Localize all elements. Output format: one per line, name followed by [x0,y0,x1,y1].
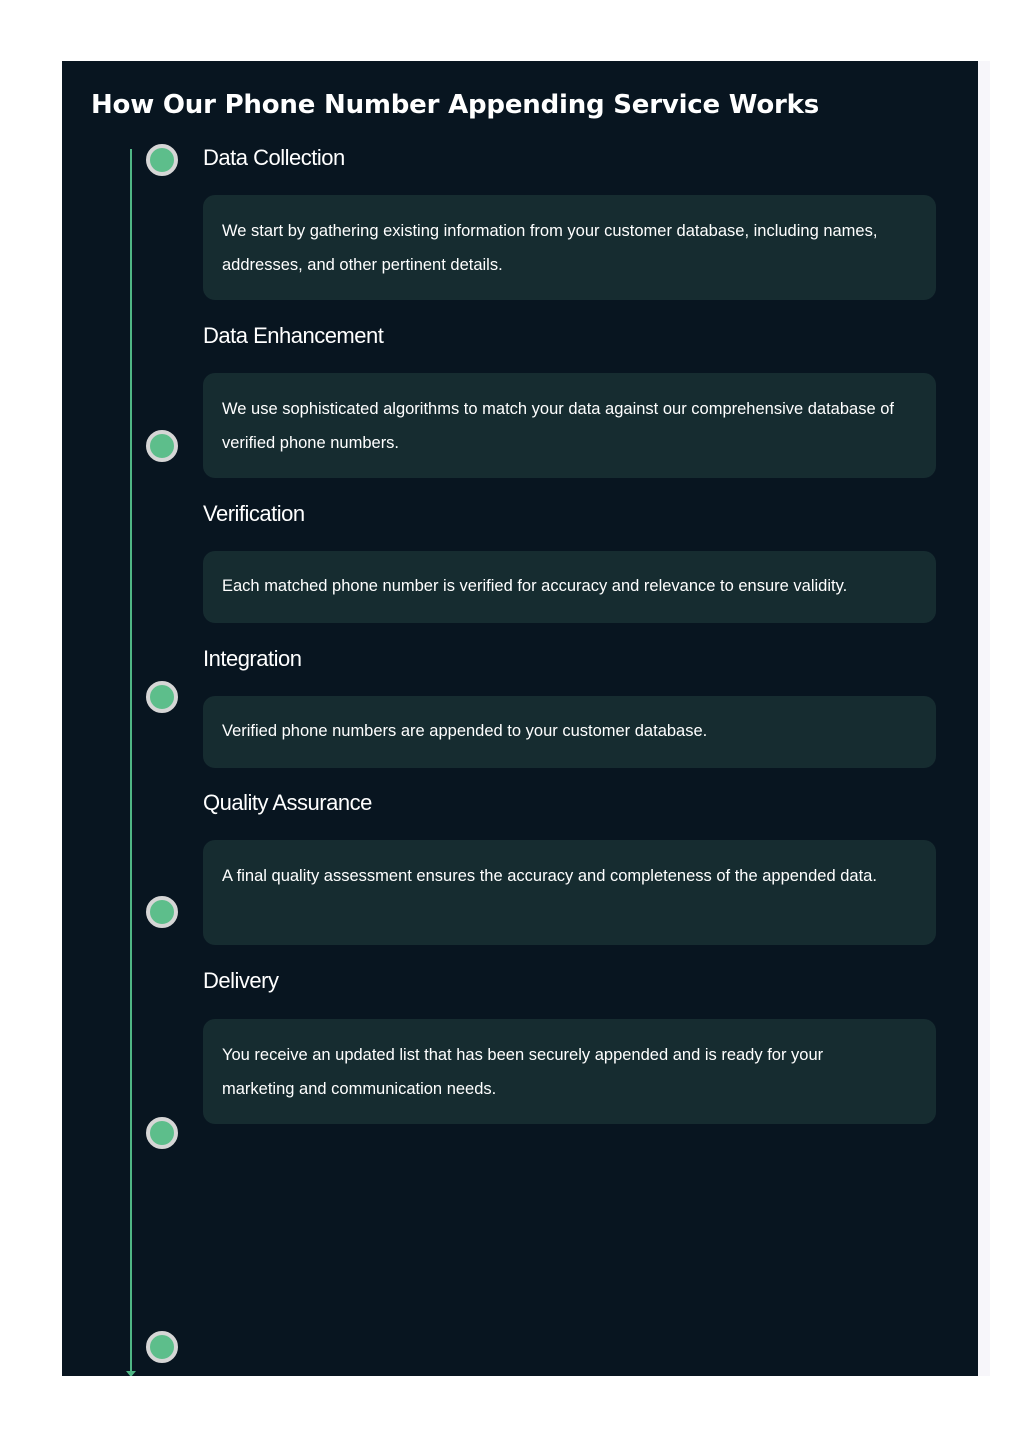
how-it-works-section [62,61,978,1376]
step-description: Each matched phone number is verified for accuracy and relevance to ensure validity. [222,577,848,595]
step-title-verification: Verification [203,501,305,526]
timeline-dot-icon [146,681,178,713]
step-title-integration: Integration [203,646,302,671]
step-title-data-collection: Data Collection [203,145,345,170]
step-card-data-collection [203,195,936,300]
step-title-delivery: Delivery [203,968,279,993]
step-card-delivery [203,1019,936,1124]
timeline-dot-icon [146,1331,178,1363]
timeline-dot-icon [146,1117,178,1149]
step-title-data-enhancement: Data Enhancement [203,323,384,348]
timeline-dot-icon [146,896,178,928]
step-card-data-enhancement [203,373,936,478]
step-description: We start by gathering existing information from your customer database, including names, addresses, and other pertinent details. [222,222,878,274]
step-card-quality-assurance [203,840,936,945]
section-title: How Our Phone Number Appending Service Works [91,90,820,120]
timeline-line [130,149,132,1376]
timeline-dot-icon [146,430,178,462]
scrollbar-track[interactable] [977,61,990,1376]
step-title-quality-assurance: Quality Assurance [203,790,372,815]
arrow-down-icon [126,1371,136,1376]
step-card-verification [203,551,936,623]
timeline-dot-icon [146,144,178,176]
step-description: You receive an updated list that has been securely appended and is ready for your marketing and communication needs. [222,1046,824,1098]
step-description: A final quality assessment ensures the accuracy and completeness of the appended data. [222,867,877,885]
step-description: We use sophisticated algorithms to match your data against our comprehensive database of verified phone numbers. [222,400,894,452]
step-description: Verified phone numbers are appended to your customer database. [222,722,708,740]
step-card-integration [203,696,936,768]
